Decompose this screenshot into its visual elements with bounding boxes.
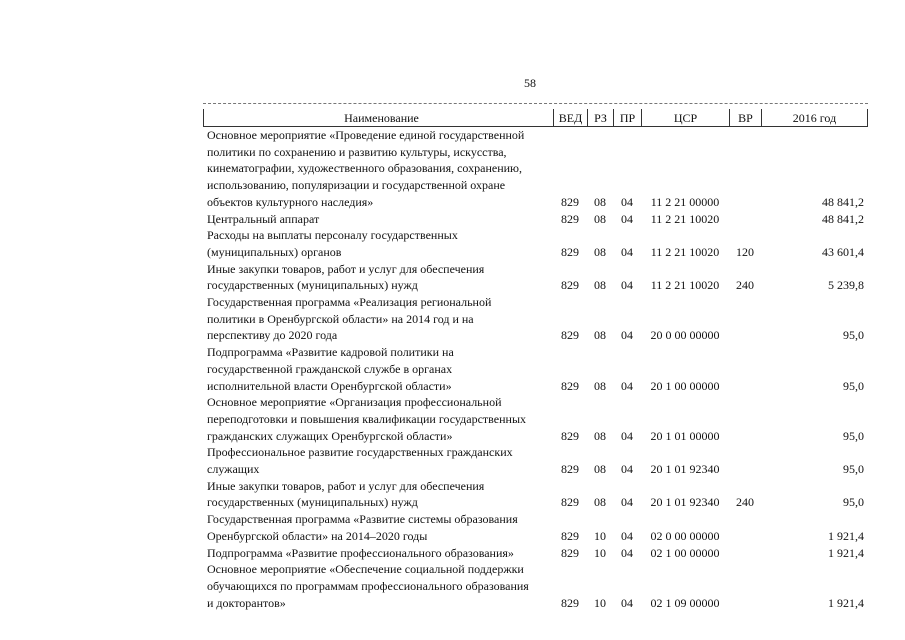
row-pr: 04 <box>621 495 633 510</box>
table-header <box>203 103 868 127</box>
row-amount: 95,0 <box>843 462 864 477</box>
header-rz: РЗ <box>587 109 613 127</box>
row-name: Профессиональное развитие государственных гражданских служащих <box>207 445 513 477</box>
row-pr: 04 <box>621 428 633 443</box>
row-csr: 02 0 00 00000 <box>650 528 720 543</box>
table-row <box>203 294 868 344</box>
row-pr: 04 <box>621 211 633 226</box>
row-name: Подпрограмма «Развитие кадровой политики на государственной гражданской службе в органах исполнительной власти Оренбургской области» <box>207 345 454 393</box>
table-body <box>203 127 868 611</box>
row-csr: 20 1 01 92340 <box>650 495 720 510</box>
row-ved: 829 <box>561 278 579 293</box>
row-rz: 10 <box>594 545 606 560</box>
header-vr: ВР <box>729 109 761 127</box>
row-rz: 08 <box>594 194 606 209</box>
table-row <box>203 227 868 260</box>
row-amount: 95,0 <box>843 428 864 443</box>
row-vr: 240 <box>736 278 754 293</box>
row-rz: 08 <box>594 495 606 510</box>
row-ved: 829 <box>561 211 579 226</box>
row-amount: 1 921,4 <box>828 595 864 610</box>
table-row <box>203 545 868 562</box>
row-name: Центральный аппарат <box>207 211 320 226</box>
table-row <box>203 211 868 228</box>
header-amount: 2016 год <box>761 109 868 127</box>
row-csr: 20 1 00 00000 <box>650 378 720 393</box>
row-name: Основное мероприятие «Организация профессиональной переподготовки и повышения квалификации государственных гражданских служащих Оренбургской области» <box>207 395 527 443</box>
row-name: Государственная программа «Развитие системы образования Оренбургской области» на 2014–2020 годы <box>207 512 518 543</box>
row-rz: 10 <box>594 528 606 543</box>
row-pr: 04 <box>621 595 633 610</box>
row-pr: 04 <box>621 244 633 259</box>
row-csr: 11 2 21 10020 <box>650 211 720 226</box>
row-pr: 04 <box>621 328 633 343</box>
row-ved: 829 <box>561 528 579 543</box>
row-pr: 04 <box>621 545 633 560</box>
header-csr: ЦСР <box>641 109 729 127</box>
row-ved: 829 <box>561 462 579 477</box>
row-amount: 95,0 <box>843 328 864 343</box>
row-amount: 43 601,4 <box>822 244 864 259</box>
header-name: Наименование <box>203 109 553 127</box>
row-name: Расходы на выплаты персоналу государственных (муниципальных) органов <box>207 228 458 259</box>
row-pr: 04 <box>621 528 633 543</box>
row-amount: 1 921,4 <box>828 528 864 543</box>
row-rz: 08 <box>594 278 606 293</box>
table-row <box>203 394 868 444</box>
row-amount: 95,0 <box>843 378 864 393</box>
row-csr: 11 2 21 00000 <box>650 194 720 209</box>
row-ved: 829 <box>561 328 579 343</box>
table-row <box>203 478 868 511</box>
row-csr: 02 1 09 00000 <box>650 595 720 610</box>
row-amount: 95,0 <box>843 495 864 510</box>
row-csr: 20 0 00 00000 <box>650 328 720 343</box>
row-csr: 11 2 21 10020 <box>650 244 720 259</box>
row-amount: 1 921,4 <box>828 545 864 560</box>
budget-table <box>203 103 868 611</box>
row-pr: 04 <box>621 278 633 293</box>
header-ved: ВЕД <box>553 109 587 127</box>
row-rz: 08 <box>594 378 606 393</box>
row-amount: 48 841,2 <box>822 194 864 209</box>
row-rz: 08 <box>594 211 606 226</box>
row-amount: 5 239,8 <box>828 278 864 293</box>
row-ved: 829 <box>561 545 579 560</box>
row-csr: 20 1 01 00000 <box>650 428 720 443</box>
table-row <box>203 561 868 611</box>
table-row <box>203 444 868 477</box>
row-csr: 11 2 21 10020 <box>650 278 720 293</box>
table-row <box>203 344 868 394</box>
row-vr: 240 <box>736 495 754 510</box>
row-name: Государственная программа «Реализация региональной политики в Оренбургской области» на 2014 год и на перспективу до 2020 года <box>207 295 492 343</box>
header-pr: ПР <box>613 109 641 127</box>
row-csr: 20 1 01 92340 <box>650 462 720 477</box>
table-row <box>203 127 868 211</box>
row-ved: 829 <box>561 378 579 393</box>
row-rz: 08 <box>594 244 606 259</box>
row-name: Основное мероприятие «Проведение единой государственной политики по сохранению и развитию культуры, искусства, кинематографии, художественного образования, сохранению, использованию, популяризации и государственной охране объектов культурного наследия» <box>207 128 525 209</box>
row-name: Иные закупки товаров, работ и услуг для обеспечения государственных (муниципальных) нужд <box>207 478 485 510</box>
row-rz: 08 <box>594 428 606 443</box>
row-ved: 829 <box>561 495 579 510</box>
row-pr: 04 <box>621 194 633 209</box>
row-rz: 08 <box>594 462 606 477</box>
row-vr: 120 <box>736 244 754 259</box>
row-amount: 48 841,2 <box>822 211 864 226</box>
row-ved: 829 <box>561 194 579 209</box>
page-number: 58 <box>524 76 536 90</box>
row-ved: 829 <box>561 595 579 610</box>
row-ved: 829 <box>561 244 579 259</box>
row-rz: 08 <box>594 328 606 343</box>
row-pr: 04 <box>621 378 633 393</box>
table-row <box>203 261 868 294</box>
row-name: Подпрограмма «Развитие профессионального образования» <box>207 545 514 560</box>
row-ved: 829 <box>561 428 579 443</box>
table-row <box>203 511 868 544</box>
row-name: Иные закупки товаров, работ и услуг для обеспечения государственных (муниципальных) нужд <box>207 261 485 293</box>
row-rz: 10 <box>594 595 606 610</box>
row-name: Основное мероприятие «Обеспечение социальной поддержки обучающихся по программам профессионального образования и докторантов» <box>207 562 529 610</box>
row-pr: 04 <box>621 462 633 477</box>
row-csr: 02 1 00 00000 <box>650 545 720 560</box>
